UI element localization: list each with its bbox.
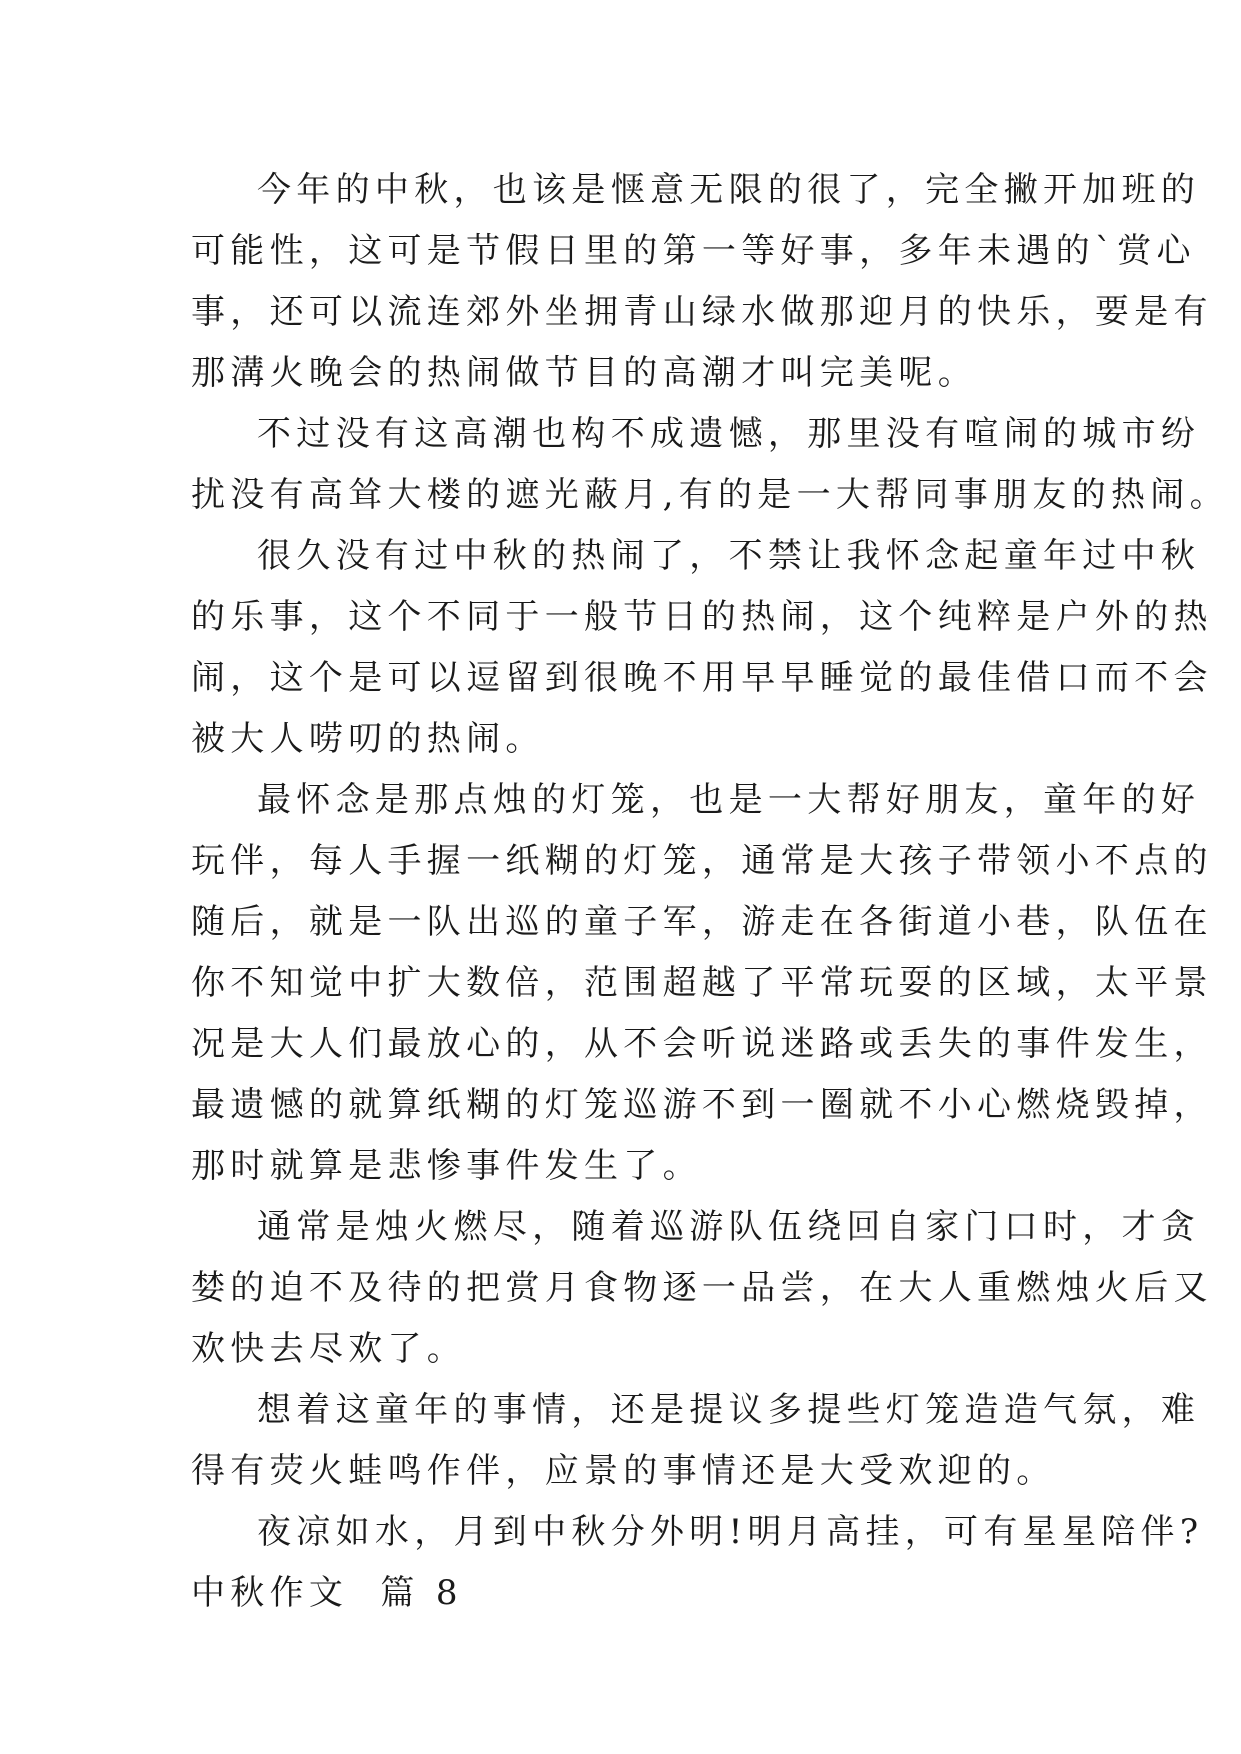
paragraph-5	[191, 1197, 1213, 1380]
text-line: 那时就算是悲惨事件发生了。	[191, 1146, 702, 1186]
text-line: 通常是烛火燃尽，随着巡游队伍绕回自家门口时，才贪	[257, 1207, 1201, 1247]
text-line: 闹，这个是可以逗留到很晚不用早早睡觉的最佳借口而不会	[191, 658, 1213, 698]
paragraph-4	[191, 770, 1213, 1197]
text-line: 事，还可以流连郊外坐拥青山绿水做那迎月的快乐，要是有	[191, 292, 1213, 332]
paragraph-2	[191, 404, 1229, 526]
text-line: 你不知觉中扩大数倍，范围超越了平常玩耍的区域，太平景	[191, 963, 1213, 1003]
paragraph-1	[191, 160, 1213, 404]
text-line: 想着这童年的事情，还是提议多提些灯笼造造气氛，难	[257, 1390, 1201, 1430]
text-line: 随后，就是一队出巡的童子军，游走在各街道小巷，队伍在	[191, 902, 1213, 942]
text-line: 玩伴，每人手握一纸糊的灯笼，通常是大孩子带领小不点的	[191, 841, 1213, 881]
text-line: 婪的迫不及待的把赏月食物逐一品尝，在大人重燃烛火后又	[191, 1268, 1213, 1308]
text-line: 可能性，这可是节假日里的第一等好事，多年未遇的`赏心	[191, 231, 1196, 271]
text-line: 被大人唠叨的热闹。	[191, 719, 545, 759]
text-line: 那溝火晚会的热闹做节目的高潮才叫完美呢。	[191, 353, 977, 393]
text-line: 很久没有过中秋的热闹了，不禁让我怀念起童年过中秋	[257, 536, 1201, 576]
paragraph-3	[191, 526, 1213, 770]
text-line: 扰没有高耸大楼的遮光蔽月,有的是一大帮同事朋友的热闹。	[191, 475, 1229, 515]
text-line: 得有荧火蛙鸣作伴，应景的事情还是大受欢迎的。	[191, 1451, 1056, 1491]
paragraph-6	[191, 1380, 1201, 1502]
section-heading: 中秋作文 篇 8	[191, 1573, 463, 1613]
document-body	[191, 160, 1229, 1624]
text-line: 最遗憾的就算纸糊的灯笼巡游不到一圈就不小心燃烧毁掉，	[191, 1085, 1213, 1125]
text-line: 夜凉如水，月到中秋分外明!明月高挂，可有星星陪伴?	[257, 1512, 1204, 1552]
text-line: 的乐事，这个不同于一般节日的热闹，这个纯粹是户外的热	[191, 597, 1213, 637]
text-line: 最怀念是那点烛的灯笼，也是一大帮好朋友，童年的好	[257, 780, 1201, 820]
text-line: 不过没有这高潮也构不成遗憾，那里没有喧闹的城市纷	[257, 414, 1201, 454]
text-line: 况是大人们最放心的，从不会听说迷路或丢失的事件发生，	[191, 1024, 1213, 1064]
text-line: 今年的中秋，也该是惬意无限的很了，完全撇开加班的	[257, 170, 1201, 210]
paragraph-7	[191, 1502, 1204, 1563]
text-line: 欢快去尽欢了。	[191, 1329, 467, 1369]
